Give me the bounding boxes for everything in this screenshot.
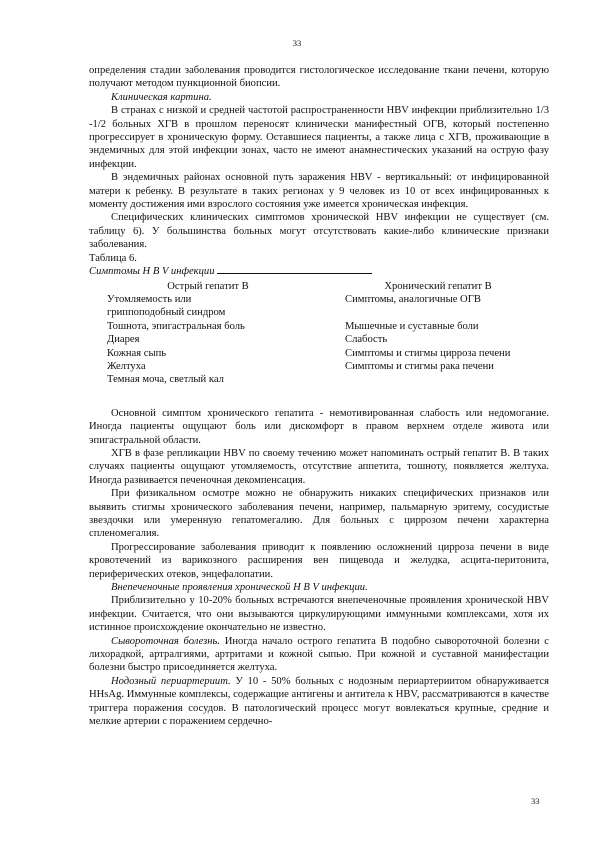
page-body	[89, 64, 549, 729]
section-heading-extrahepatic: Внепеченочные проявления хронической Н В V инфекции.	[111, 582, 368, 594]
chronic-symptom	[327, 373, 549, 386]
chronic-symptom: Симптомы и стигмы рака печени	[345, 360, 494, 372]
paragraph: В странах с низкой и средней частотой распространенности HBV инфекции приблизительно 1/3 -1/2 больных ХГВ в прошлом переносят клинически манифестный ОГВ, который постепенно прогрессирует в хроническую форму. Оставшиеся пациенты, а также лица с ХГВ, проживающие в эндемичных для этой инфекции зонах, часто не имеют анамнестических указаний на острую фазу инфекции.	[89, 105, 549, 170]
acute-symptom: Желтуха	[107, 360, 146, 372]
table-row	[89, 347, 549, 360]
chronic-symptom: Мышечные и суставные боли	[345, 320, 479, 332]
chronic-symptom: Симптомы и стигмы цирроза печени	[345, 347, 511, 359]
spacer	[89, 387, 549, 407]
table-row	[89, 320, 549, 333]
paragraph: ХГВ в фазе репликации HBV по своему течению может напоминать острый гепатит В. В таких случаях пациенты ощущают утомляемость, отсутствие аппетита, тошноту, появляется желтуха. Иногда развивается печеночная декомпенсация.	[89, 447, 549, 486]
paragraph: Прогрессирование заболевания приводит к появлению осложнений цирроза печени в виде кровотечений из варикозного расширения вен пищевода и желудка, асцита-перитонита, периферических отеков, энцефалопатии.	[89, 541, 549, 580]
table-row	[89, 333, 549, 346]
paragraph: Приблизительно у 10-20% больных встречаются внепеченочные проявления хронической HBV инфекции. Считается, что они вызываются циркулирующими иммунными комплексами, хотя их истинное происхождение окончательно не известно.	[89, 595, 549, 634]
paragraph-text: У 10 - 50% больных с нодозным периартериитом обнаруживается HHsAg. Иммунные комплексы, содержащие антигены и антитела к HBV, рассматриваются в качестве триггера поражения сосудов. В патологический процесс могут вовлекаться крупные, средние и мелкие артерии с поражением сердечно-	[89, 675, 549, 728]
symptoms-table	[89, 280, 549, 387]
paragraph: При физикальном осмотре можно не обнаружить никаких специфических признаков или выявить стигмы хронического заболевания печени, например, пальмарную эритему, сосудистые звездочки или умеренную гепатомегалию. Для больных с циррозом печени характерна спленомегалия.	[89, 488, 549, 540]
table-row	[89, 373, 549, 386]
chronic-symptom	[327, 306, 549, 319]
acute-symptom: Темная моча, светлый кал	[107, 374, 224, 386]
run-in-heading-serum-sickness: Сывороточная болезнь.	[111, 635, 221, 647]
table-caption-text: Симптомы Н В V инфекции	[89, 266, 215, 278]
paragraph: В эндемичных районах основной путь заражения HBV - вертикальный: от инфицированной матери к ребенку. В результате в таких регионах у 9 человек из 10 от всех инфицированных к моменту достижения ими взрослого состояния уже имеется хроническая инфекция.	[89, 172, 549, 211]
paragraph	[89, 635, 549, 675]
table-row	[89, 360, 549, 373]
page-number-top: 33	[292, 38, 302, 48]
acute-symptom: Утомляемость или	[107, 293, 192, 305]
run-in-heading-polyarteritis: Нодозный периартериит.	[111, 675, 231, 687]
paragraph-text: Иногда начало острого гепатита В подобно сывороточной болезни с лихорадкой, артралгиями, артритами и кожной сыпью. При кожной и суставной манифестации болезни быстро присоединяется желтуха.	[89, 635, 549, 674]
chronic-symptom: Симптомы, аналогичные ОГВ	[345, 293, 481, 305]
acute-symptom: Диарея	[107, 334, 140, 346]
paragraph: Основной симптом хронического гепатита - немотивированная слабость или недомогание. Иногда пациенты ощущают боль или дискомфорт в правом верхнем отделе живота или эпигастральной области.	[89, 407, 549, 446]
table-caption	[89, 265, 549, 278]
chronic-symptom: Слабость	[345, 334, 388, 346]
caption-underline	[217, 265, 372, 274]
acute-symptom: гриппоподобный синдром	[107, 307, 226, 319]
table-label: Таблица 6.	[89, 252, 137, 264]
page-number-bottom: 33	[531, 796, 540, 806]
paragraph: Специфических клинических симптомов хронической HBV инфекции не существует (см. таблицу 6). У большинства больных могут отсутствовать какие-либо клинические признаки заболевания.	[89, 212, 549, 251]
paragraph: определения стадии заболевания проводится гистологическое исследование ткани печени, которую получают методом пункционной биопсии.	[89, 65, 549, 90]
acute-symptom: Кожная сыпь	[107, 347, 167, 359]
column-header-acute: Острый гепатит В	[167, 280, 249, 292]
table-row	[89, 306, 549, 319]
acute-symptom: Тошнота, эпигастральная боль	[107, 320, 245, 332]
table-row	[89, 293, 549, 306]
column-header-chronic: Хронический гепатит В	[384, 280, 492, 292]
section-heading-clinical: Клиническая картина.	[111, 91, 212, 103]
paragraph	[89, 675, 549, 729]
